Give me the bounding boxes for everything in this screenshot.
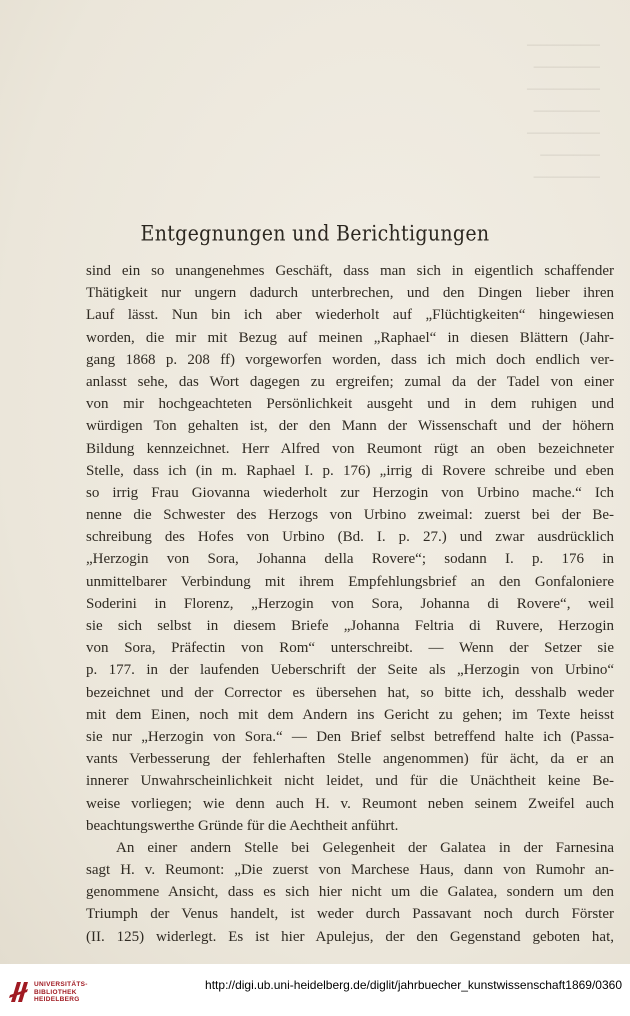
text-line: sagt H. v. Reumont: „Die zuerst von Marchese Haus, dann von Rumohr an- (86, 862, 614, 879)
text-line: worden, die mir mit Bezug auf meinen „Raphael“ in diesen Blättern (Jahr- (86, 329, 614, 346)
text-line: von Sora, Präfectin von Rom“ unterschreibt. — Wenn der Setzer sie (86, 640, 614, 657)
text-line: p. 177. in der laufenden Ueberschrift der Seite als „Herzogin von Urbino“ (86, 662, 614, 679)
text-line-paragraph-end: beachtungswerthe Gründe für die Aechtheit anführt. (86, 817, 399, 834)
text-line: „Herzogin von Sora, Johanna della Rovere“; sodann I. p. 176 in (86, 551, 614, 568)
show-through-text: ─────────── ────────── ─────────── ────────── ─────────── ───────── ────────── (527, 39, 600, 184)
text-line: sie sich selbst in diesem Briefe „Johanna Feltria di Ruvere, Herzogin (86, 618, 614, 634)
text-line: gang 1868 p. 208 ff) vorgeworfen worden, dass ich mich doch endlich ver- (86, 351, 614, 368)
library-name (34, 981, 88, 1004)
text-line: genommene Ansicht, dass es sich hier nicht um die Galatea, sondern um den (86, 884, 614, 901)
library-name-line: HEIDELBERG (34, 996, 80, 1003)
viewer-footer (0, 964, 630, 1016)
text-line: Triumph der Venus handelt, ist weder durch Passavant noch durch Förster (86, 906, 614, 923)
text-line: so irrig Frau Giovanna wiederholt zur Herzogin von Urbino mache.“ Ich (86, 484, 614, 501)
text-line: sind ein so unangenehmes Geschäft, dass man sich in eigentlich schaffender (86, 263, 614, 279)
text-line: schreibung des Hofes von Urbino (Bd. I. p. 27.) und zwar ausdrücklich (86, 529, 614, 546)
library-name-line: BIBLIOTHEK (34, 988, 77, 996)
text-line: Bildung kennzeichnet. Herr Alfred von Reumont rügt an oben bezeichneter (86, 440, 614, 457)
text-line: nenne die Schwester des Herzogs von Urbino zweimal: zuerst bei der Be- (86, 507, 614, 524)
text-line: mit dem Einen, noch mit dem Andern ins Gericht zu gehen; im Texte heisst (86, 706, 614, 723)
text-line: innerer Unwahrscheinlichkeit nicht leidet, und für die Unächtheit keine Be- (86, 773, 614, 790)
library-logo-icon (8, 978, 30, 1006)
text-line: Stelle, dass ich (in m. Raphael I. p. 176) „irrig di Rovere schreibe und eben (86, 462, 614, 479)
text-line: unmittelbarer Verbindung mit ihrem Empfehlungsbrief an den Gonfaloniere (86, 573, 614, 590)
permalink-url[interactable]: http://digi.ub.uni-heidelberg.de/diglit/jahrbuecher_kunstwissenschaft1869/0360 (205, 978, 622, 992)
library-name-line: UNIVERSITÄTS- (34, 981, 88, 988)
text-line: anlasst sehe, das Wort dagegen zu ergreifen; zumal da der Tadel von einer (86, 373, 614, 390)
text-line: Soderini in Florenz, „Herzogin von Sora, Johanna di Rovere“, weil (86, 595, 614, 612)
text-line: weise vorliegen; wie denn auch H. v. Reumont neben seinem Zweifel auch (86, 795, 614, 812)
text-line: von mir hochgeachteten Persönlichkeit ausgeht und in dem ruhigen und (86, 396, 614, 413)
text-line: Lauf lässt. Nun bin ich aber wiederholt auf „Flüchtigkeiten“ hingewiesen (86, 307, 614, 324)
text-line: sie nur „Herzogin von Sora.“ — Den Brief selbst betreffend halte ich (Passa- (86, 728, 614, 745)
text-line: vants Verbesserung der fehlerhaften Stelle angenommen) für ächt, da er an (86, 751, 614, 768)
section-heading: Entgegnungen und Berichtigungen (140, 221, 490, 247)
text-line: (II. 125) widerlegt. Es ist hier Apulejus, der den Gegenstand geboten hat, (86, 928, 614, 945)
text-line-paragraph-start: An einer andern Stelle bei Gelegenheit der Galatea in der Farnesina (116, 839, 614, 856)
text-line: Thätigkeit nur ungern dadurch unterbrechen, und den Dingen lieber ihren (86, 285, 614, 302)
body-text (86, 260, 614, 948)
text-line: bezeichnet und der Corrector es übersehen hat, so bitte ich, desshalb weder (86, 684, 614, 701)
text-line: würdigen Ton gehalten ist, der den Mann der Wissenschaft und der höhern (86, 418, 614, 435)
